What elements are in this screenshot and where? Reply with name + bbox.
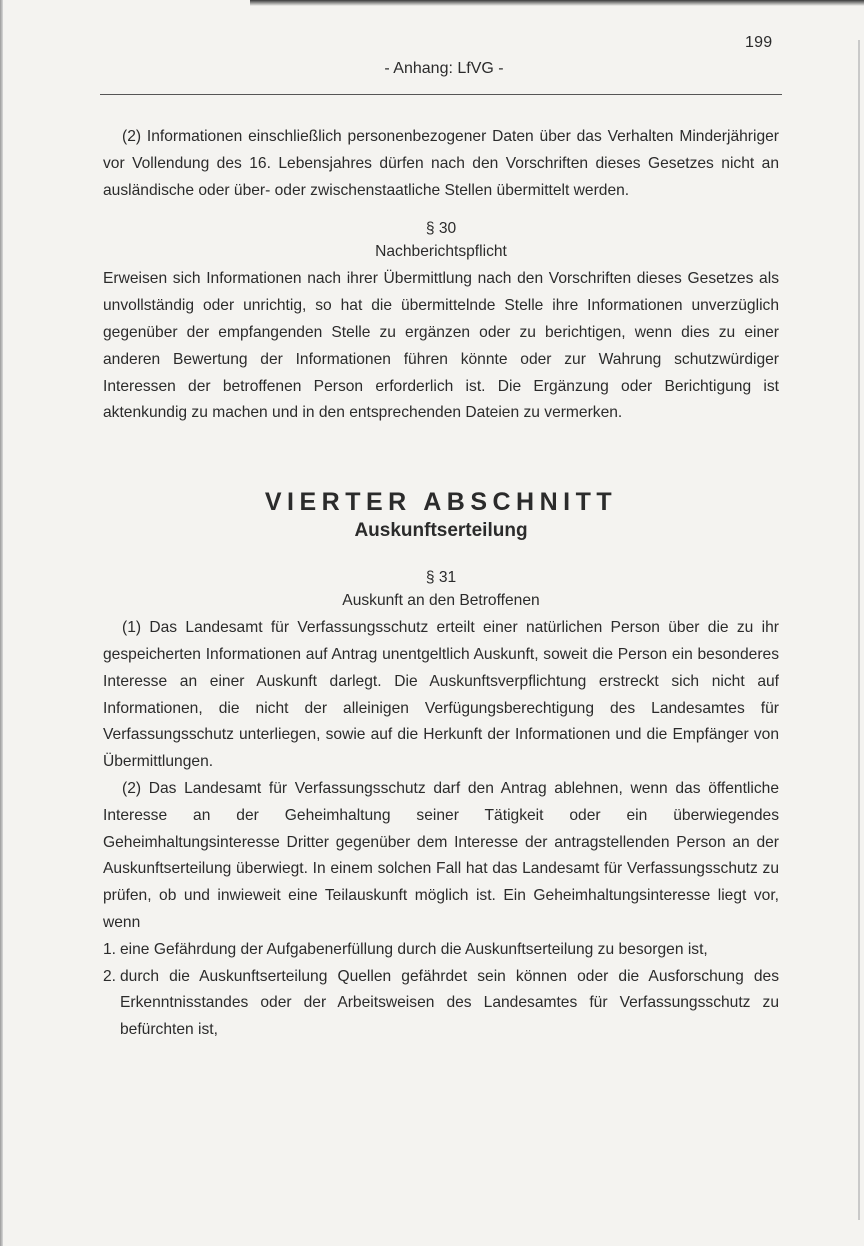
geheimhaltung-list: [103, 937, 779, 1044]
section-30-number: § 30: [425, 220, 457, 238]
list-item: [103, 964, 779, 1044]
section-31-paragraph-1: (1) Das Landesamt für Verfassungsschutz erteilt einer natürlichen Person über die zu ihr gespeicherten Informationen auf Antrag unentgeltlich Auskunft, soweit die Person ein besonderes Interesse an einer Auskunft darlegt. Die Auskunftsverpflichtung erstreckt sich nicht auf Informationen, die nicht der alleinigen Verfügungsberechtigung des Landesamtes für Verfassungsschutz unterliegen, sowie auf die Herkunft der Informationen und die Empfänger von Übermittlungen.: [103, 619, 779, 771]
section-31-title: Auskunft an den Betroffenen: [342, 592, 540, 610]
list-item: [103, 937, 779, 964]
list-item-number: 1.: [103, 940, 117, 958]
document-body: [103, 124, 779, 1044]
list-item-number: 2.: [103, 967, 117, 985]
section-31-paragraph-2: (2) Das Landesamt für Verfassungsschutz darf den Antrag ablehnen, wenn das öffentliche Interesse an der Geheimhaltung seiner Tätigkeit oder ein überwiegendes Geheimhaltungsinteresse Dritter gegenüber dem Interesse der antragstellenden Person an der Auskunftserteilung überwiegt. In einem solchen Fall hat das Landesamt für Verfassungsschutz zu prüfen, ob und inwieweit eine Teilauskunft möglich ist. Ein Geheimhaltungsinteresse liegt vor, wenn: [103, 779, 779, 931]
list-item-text: durch die Auskunftserteilung Quellen gefährdet sein können oder die Ausforschung des Erkenntnisstandes oder der Arbeitsweisen des Landesamtes für Verfassungsschutz zu befürchten ist,: [120, 967, 779, 1039]
header-rule: [100, 94, 782, 95]
paragraph-29-2: (2) Informationen einschließlich personenbezogener Daten über das Verhalten Minderjähriger vor Vollendung des 16. Lebensjahres dürfen nach den Vorschriften dieses Gesetzes nicht an ausländische oder über- oder zwischenstaatliche Stellen übermittelt werden.: [103, 128, 779, 199]
chapter-subtitle: Auskunftserteilung: [354, 520, 528, 542]
section-31-number: § 31: [425, 569, 457, 587]
scan-edge-left: [0, 0, 3, 1246]
chapter-title: VIERTER ABSCHNITT: [264, 488, 618, 517]
section-30-paragraph: Erweisen sich Informationen nach ihrer Übermittlung nach den Vorschriften dieses Gesetzes als unvollständig oder unrichtig, so hat die übermittelnde Stelle ihre Informationen unverzüglich gegenüber der empfangenden Stelle zu ergänzen oder zu berichtigen, wenn dies zu einer anderen Bewertung der Informationen führen könnte oder zur Wahrung schutzwürdiger Interessen der betroffenen Person erforderlich ist. Die Ergänzung oder Berichtigung ist aktenkundig zu machen und in den entsprechenden Dateien zu vermerken.: [103, 270, 779, 422]
list-item-text: eine Gefährdung der Aufgabenerfüllung durch die Auskunftserteilung zu besorgen ist,: [120, 940, 708, 958]
scan-edge-top: [250, 0, 864, 6]
scan-edge-right: [858, 40, 860, 1220]
page-number: 199: [745, 34, 773, 51]
running-header: - Anhang: LfVG -: [384, 60, 504, 77]
section-30-title: Nachberichtspflicht: [375, 243, 507, 261]
